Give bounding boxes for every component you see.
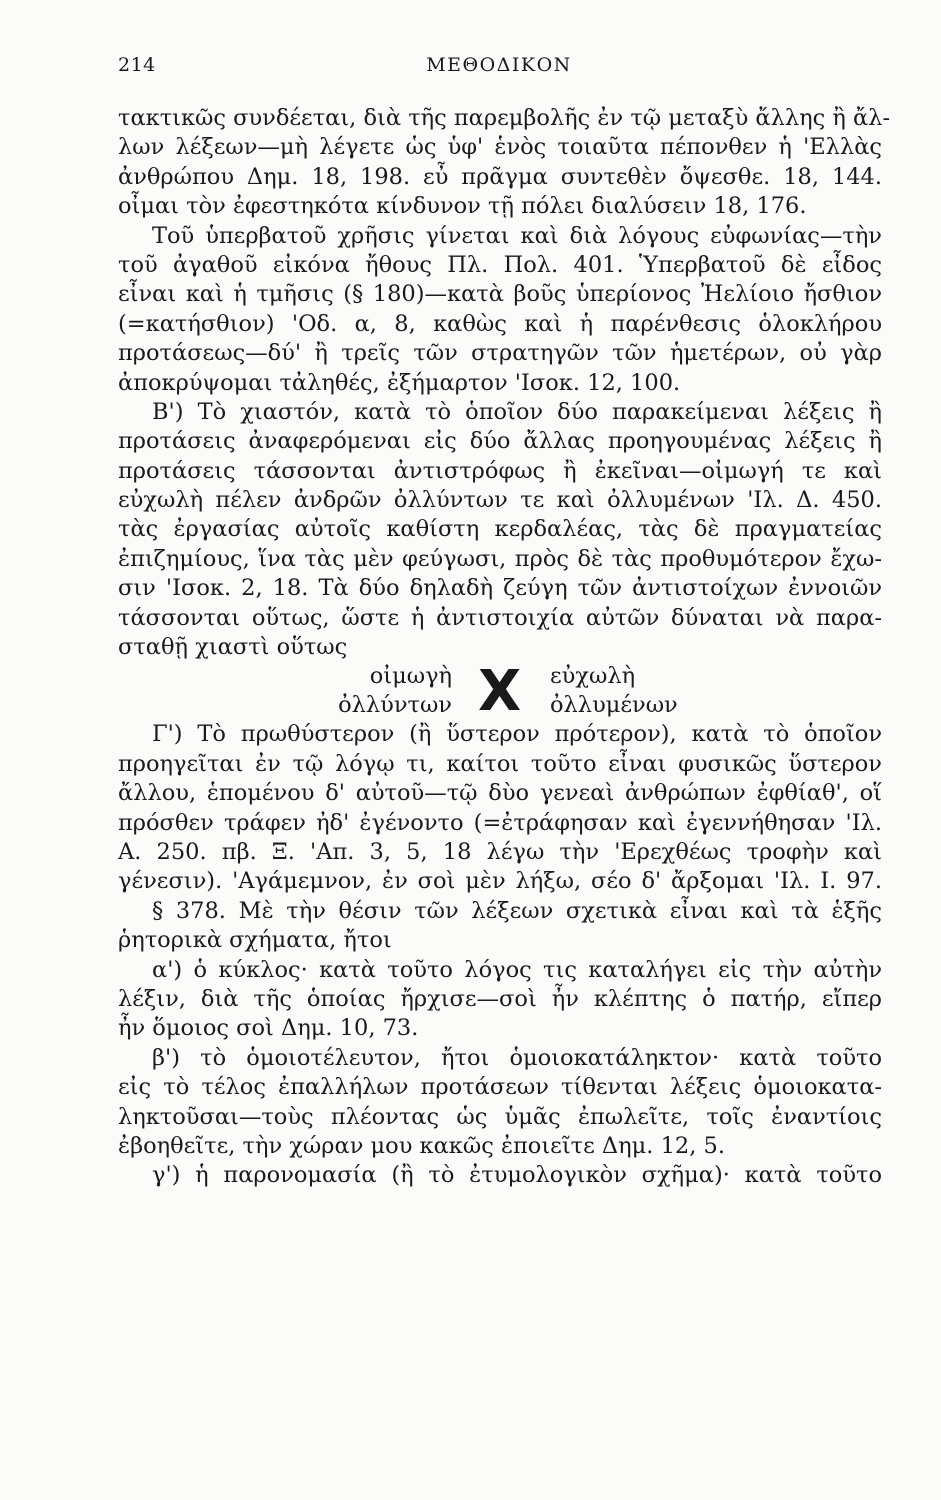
chiasm-bottom-left: ὀλλύντων <box>338 692 452 719</box>
text-line: πρόσθεν τράφεν ἠδ' ἐγένοντο (=ἐτράφησαν καὶ ἐγεννήθησαν 'Ιλ. <box>118 809 882 836</box>
text-line: ἦν ὅμοιος σοὶ Δημ. 10, 73. <box>118 1015 419 1042</box>
text-line: τάσσονται οὕτως, ὥστε ἡ ἀντιστοιχία αὐτῶν δύναται νὰ παρα- <box>118 604 882 631</box>
page-number: 214 <box>118 54 156 76</box>
text-line: ἄλλου, ἑπομένου δ' αὐτοῦ—τῷ δὺο γενεαὶ ἀνθρώπων ἐφθίαθ', οἵ <box>118 780 882 807</box>
chiasm-top-right: εὐχωλὴ <box>550 663 636 690</box>
text-line: ἐβοηθεῖτε, τὴν χώραν μου κακῶς ἐποιεῖτε Δημ. 12, 5. <box>118 1132 725 1159</box>
chiasm-top-left: οἰμωγὴ <box>369 663 452 690</box>
text-line: προτάσεις ἀναφερόμεναι εἰς δύο ἄλλας προηγουμένας λέξεις ἢ <box>118 428 882 455</box>
text-line: προηγεῖται ἐν τῷ λόγῳ τι, καίτοι τοῦτο εἶναι φυσικῶς ὕστερον <box>118 750 882 777</box>
text-line: εἰς τὸ τέλος ἐπαλλήλων προτάσεων τίθενται λέξεις ὁμοιοκατα- <box>118 1074 882 1101</box>
text-line: εὐχωλὴ πέλεν ἀνδρῶν ὀλλύντων τε καὶ ὀλλυμένων 'Ιλ. Δ. 450. <box>118 487 882 514</box>
text-line: ἐπιζημίους, ἵνα τὰς μὲν φεύγωσι, πρὸς δὲ τὰς προθυμότερον ἔχω- <box>118 545 882 572</box>
text-line: ῥητορικὰ σχήματα, ἤτοι <box>118 927 392 954</box>
text-line: ἀνθρώπου Δημ. 18, 198. εὖ πρᾶγμα συντεθὲν ὄψεσθε. 18, 144. <box>118 163 882 190</box>
chiasm-figure <box>118 659 882 725</box>
text-line: τοῦ ἀγαθοῦ εἰκόνα ἤθους Πλ. Πολ. 401. Ὑπερβατοῦ δὲ εἶδος <box>118 251 882 278</box>
text-line: ληκτοῦσαι—τοὺς πλέοντας ὡς ὑμᾶς ἐπωλεῖτε, τοῖς ἐναντίοις <box>118 1103 882 1130</box>
text-line: λέξιν, διὰ τῆς ὁποίας ἤρχισε—σοὶ ἦν κλέπτης ὁ πατήρ, εἴπερ <box>118 985 882 1012</box>
text-line: σιν 'Ισοκ. 2, 18. Τὰ δύο δηλαδὴ ζεύγη τῶν ἀντιστοίχων ἐννοιῶν <box>118 575 882 602</box>
page-body <box>118 104 891 1191</box>
text-line: λων λέξεων—μὴ λέγετε ὡς ὑφ' ἑνὸς τοιαῦτα πέπονθεν ἡ 'Ελλὰς <box>118 134 882 161</box>
running-head: ΜΕΘΟΔΙΚΟΝ <box>426 54 572 76</box>
chiasm-bottom-right: ὀλλυμένων <box>550 692 678 719</box>
text-line: προτάσεις τάσσονται ἀντιστρόφως ἢ ἐκεῖναι—οἰμωγή τε καὶ <box>118 457 882 484</box>
text-line: (=κατήσθιον) 'Οδ. α, 8, καθὼς καὶ ἡ παρένθεσις ὁλοκλήρου <box>118 310 882 337</box>
text-line: Α. 250. πβ. Ξ. 'Απ. 3, 5, 18 λέγω τὴν 'Ερεχθέως τροφὴν καὶ <box>118 838 882 865</box>
text-line: τὰς ἐργασίας αὐτοῖς καθίστη κερδαλέας, τὰς δὲ πραγματείας <box>118 516 882 543</box>
text-line: τακτικῶς συνδέεται, διὰ τῆς παρεμβολῆς ἐν τῷ μεταξὺ ἄλλης ἢ ἄλ- <box>118 105 891 131</box>
text-line: γ') ἡ παρονομασία (ἢ τὸ ἐτυμολογικὸν σχῆμα)· κατὰ τοῦτο <box>152 1162 882 1189</box>
text-line: Β') Τὸ χιαστόν, κατὰ τὸ ὁποῖον δύο παρακείμεναι λέξεις ἢ <box>152 398 882 425</box>
chiasm-cross-icon: X <box>478 659 522 725</box>
text-line: προτάσεως—δύ' ἢ τρεῖς τῶν στρατηγῶν τῶν ἡμετέρων, οὐ γὰρ <box>118 340 882 367</box>
text-line: β') τὸ ὁμοιοτέλευτον, ἤτοι ὁμοιοκατάληκτον· κατὰ τοῦτο <box>152 1044 882 1071</box>
text-line: Γ') Τὸ πρωθύστερον (ἢ ὕστερον πρότερον), κατὰ τὸ ὁποῖον <box>152 721 882 748</box>
text-line: σταθῇ χιαστὶ οὕτως <box>118 634 348 661</box>
text-line: α') ὁ κύκλος· κατὰ τοῦτο λόγος τις καταλήγει εἰς τὴν αὐτὴν <box>152 956 882 983</box>
text-line: § 378. Μὲ τὴν θέσιν τῶν λέξεων σχετικὰ εἶναι καὶ τὰ ἑξῆς <box>152 897 882 924</box>
text-line: ἀποκρύψομαι τἀληθές, ἐξήμαρτον 'Ισοκ. 12, 100. <box>118 369 681 396</box>
text-line: οἶμαι τὸν ἐφεστηκότα κίνδυνον τῇ πόλει διαλύσειν 18, 176. <box>118 193 807 220</box>
text-line: γένεσιν). 'Αγάμεμνον, ἐν σοὶ μὲν λήξω, σέο δ' ἄρξομαι 'Ιλ. Ι. 97. <box>118 868 882 895</box>
page-header <box>118 54 880 86</box>
text-line: Τοῦ ὑπερβατοῦ χρῆσις γίνεται καὶ διὰ λόγους εὐφωνίας—τὴν <box>152 222 882 249</box>
text-line: εἶναι καὶ ἡ τμῆσις (§ 180)—κατὰ βοῦς ὑπερίονος Ἠελίοιο ἤσθιον <box>118 281 882 308</box>
